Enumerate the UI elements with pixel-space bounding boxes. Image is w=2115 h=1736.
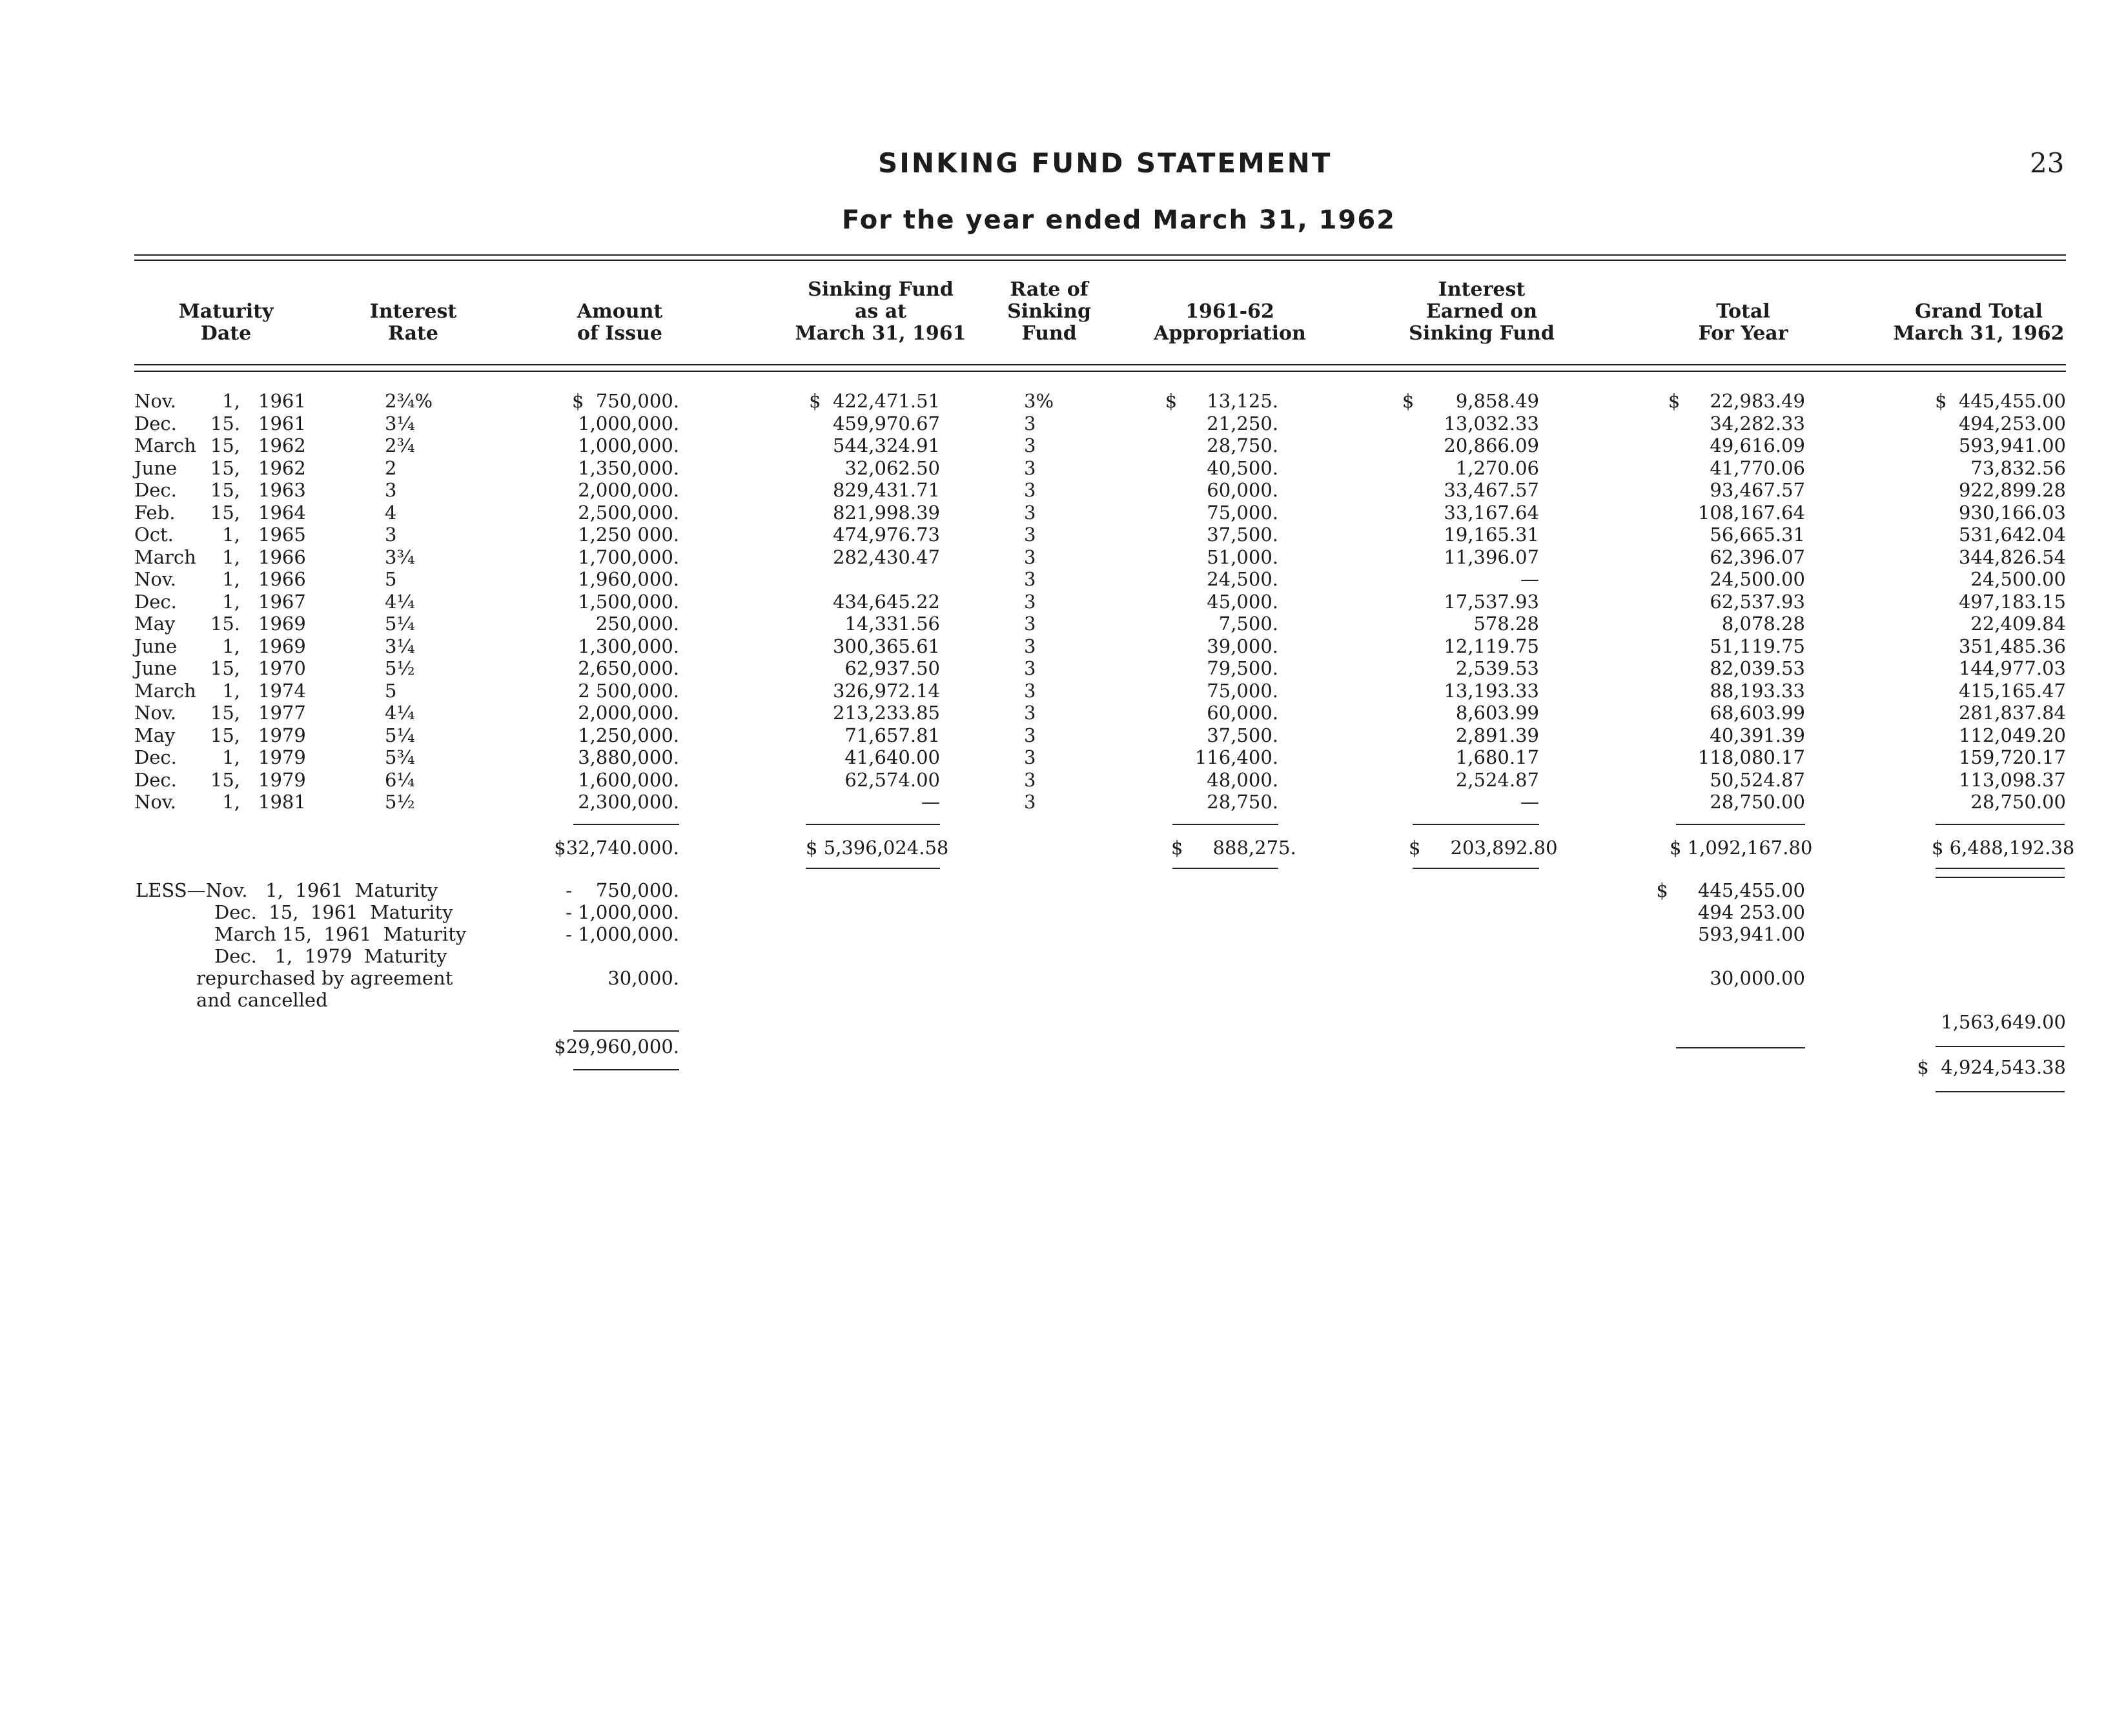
row-fund: —: [921, 791, 940, 813]
row-appropriation: 60,000.: [1207, 479, 1278, 501]
header-rule: [134, 364, 2066, 365]
row-interest: 33,167.64: [1444, 501, 1539, 524]
row-amount: 1,250 000.: [578, 524, 679, 546]
row-grand: 497,183.15: [1958, 590, 2066, 613]
row-amount: 1,960,000.: [578, 568, 679, 590]
header-interest-rate: Interest Rate: [369, 300, 457, 345]
row-month: Dec.: [134, 768, 177, 791]
row-interest: 2,539.53: [1455, 657, 1539, 679]
row-total: 28,750.00: [1710, 791, 1805, 813]
total-grand: $ 6,488,192.38: [1932, 837, 2075, 859]
row-total: 50,524.87: [1710, 768, 1805, 791]
row-interest: 2,524.87: [1455, 768, 1539, 791]
row-sf-rate: 3: [1024, 746, 1036, 768]
row-grand: 159,720.17: [1958, 746, 2066, 768]
less-line-1: Dec. 15, 1961 Maturity: [214, 901, 453, 923]
header-grand-total: Grand Total March 31, 1962: [1893, 300, 2065, 345]
row-amount: 3,880,000.: [578, 746, 679, 768]
row-amount: 1,700,000.: [578, 546, 679, 568]
row-sf-rate: 3: [1024, 479, 1036, 501]
row-year: 1977: [258, 702, 306, 724]
row-fund: 300,365.61: [832, 635, 940, 657]
row-appropriation: 28,750.: [1207, 434, 1278, 456]
row-month: May: [134, 613, 176, 635]
row-year: 1979: [258, 768, 306, 791]
row-appropriation: 116,400.: [1194, 746, 1278, 768]
row-day: 15,: [210, 702, 240, 724]
row-fund: 32,062.50: [844, 456, 940, 479]
grand-rule: [1936, 1046, 2065, 1047]
row-sf-rate: 3: [1024, 702, 1036, 724]
row-day: 1,: [222, 590, 240, 613]
row-grand: 73,832.56: [1970, 456, 2066, 479]
row-grand: 22,409.84: [1970, 613, 2066, 635]
row-amount: 2,650,000.: [578, 657, 679, 679]
row-appropriation: 7,500.: [1218, 613, 1278, 635]
row-rate: 5½: [385, 791, 415, 813]
row-total: 56,665.31: [1710, 524, 1805, 546]
row-fund: 62,937.50: [844, 657, 940, 679]
row-fund: 434,645.22: [832, 590, 940, 613]
net-amount-rule: [573, 1069, 679, 1070]
row-day: 15,: [210, 768, 240, 791]
row-fund: 474,976.73: [832, 524, 940, 546]
row-year: 1979: [258, 746, 306, 768]
row-day: 15,: [210, 434, 240, 456]
row-amount: 1,500,000.: [578, 590, 679, 613]
row-rate: 5½: [385, 657, 415, 679]
total-for-year: $ 1,092,167.80: [1670, 837, 1813, 859]
appropriation-underline: [1172, 824, 1278, 825]
row-interest: 8,603.99: [1455, 702, 1539, 724]
row-month: Dec.: [134, 412, 177, 434]
row-rate: 4: [385, 501, 397, 524]
row-interest: 2,891.39: [1455, 724, 1539, 746]
top-rule-2: [134, 260, 2066, 261]
deduction-total: 1,563,649.00: [1941, 1011, 2066, 1033]
row-sf-rate: 3: [1024, 546, 1036, 568]
less-amount-3: - 1,000,000.: [566, 923, 679, 945]
interest-double-underline: [1413, 868, 1539, 869]
less-amount-2: - 1,000,000.: [566, 901, 679, 923]
row-grand: 112,049.20: [1958, 724, 2066, 746]
less-total-2: 494 253.00: [1697, 901, 1805, 923]
row-fund: 326,972.14: [832, 679, 940, 702]
header-total-for-year: Total For Year: [1698, 300, 1788, 345]
row-day: 1,: [222, 390, 240, 412]
row-day: 1,: [222, 679, 240, 702]
row-interest: $ 9,858.49: [1402, 390, 1539, 412]
row-appropriation: $ 13,125.: [1165, 390, 1278, 412]
row-total: 51,119.75: [1710, 635, 1805, 657]
row-sf-rate: 3: [1024, 434, 1036, 456]
row-fund: 544,324.91: [832, 434, 940, 456]
row-fund: 282,430.47: [832, 546, 940, 568]
row-total: 49,616.09: [1710, 434, 1805, 456]
row-year: 1966: [258, 546, 306, 568]
row-total: 88,193.33: [1710, 679, 1805, 702]
row-total: 108,167.64: [1697, 501, 1805, 524]
row-grand: 113,098.37: [1958, 768, 2066, 791]
page-number: 23: [2030, 147, 2065, 179]
row-day: 15,: [210, 479, 240, 501]
row-rate: 5: [385, 679, 397, 702]
row-month: June: [134, 635, 178, 657]
header-amount-of-issue: Amount of Issue: [577, 300, 663, 345]
row-year: 1966: [258, 568, 306, 590]
row-interest: 33,467.57: [1444, 479, 1539, 501]
row-rate: 3: [385, 524, 397, 546]
row-amount: 1,000,000.: [578, 434, 679, 456]
row-amount: 1,250,000.: [578, 724, 679, 746]
row-appropriation: 37,500.: [1207, 724, 1278, 746]
row-grand: 144,977.03: [1958, 657, 2066, 679]
top-rule: [134, 254, 2066, 256]
net-amount: $29,960,000.: [554, 1036, 679, 1057]
row-rate: 4¼: [385, 590, 415, 613]
row-rate: 5¾: [385, 746, 415, 768]
row-amount: 2,500,000.: [578, 501, 679, 524]
row-sf-rate: 3: [1024, 501, 1036, 524]
net-grand: $ 4,924,543.38: [1917, 1056, 2066, 1078]
row-sf-rate: 3: [1024, 791, 1036, 813]
row-total: 8,078.28: [1721, 613, 1805, 635]
row-month: Dec.: [134, 746, 177, 768]
grand-double-underline: [1936, 868, 2065, 869]
page-title: SINKING FUND STATEMENT: [878, 147, 1333, 179]
row-sf-rate: 3: [1024, 412, 1036, 434]
row-month: March: [134, 434, 196, 456]
row-interest: 12,119.75: [1444, 635, 1539, 657]
less-grand-top-rule: [1936, 877, 2065, 878]
row-day: 15.: [210, 412, 240, 434]
row-amount: 2 500,000.: [578, 679, 679, 702]
row-day: 1,: [222, 746, 240, 768]
row-rate: 5¼: [385, 613, 415, 635]
row-total: 24,500.00: [1710, 568, 1805, 590]
row-sf-rate: 3: [1024, 635, 1036, 657]
row-appropriation: 75,000.: [1207, 501, 1278, 524]
row-amount: 250,000.: [595, 613, 679, 635]
total-appropriation: $ 888,275.: [1171, 837, 1296, 859]
total-amount: $32,740.000.: [554, 837, 679, 859]
row-day: 15,: [210, 456, 240, 479]
row-grand: 281,837.84: [1958, 702, 2066, 724]
row-interest: 13,032.33: [1444, 412, 1539, 434]
row-interest: —: [1520, 568, 1539, 590]
row-sf-rate: 3: [1024, 456, 1036, 479]
row-day: 1,: [222, 635, 240, 657]
row-month: June: [134, 456, 178, 479]
row-day: 1,: [222, 791, 240, 813]
row-rate: 3¼: [385, 412, 415, 434]
row-interest: —: [1520, 791, 1539, 813]
row-grand: 28,750.00: [1970, 791, 2066, 813]
row-amount: 1,600,000.: [578, 768, 679, 791]
row-total: $ 22,983.49: [1668, 390, 1805, 412]
row-rate: 5¼: [385, 724, 415, 746]
row-appropriation: 28,750.: [1207, 791, 1278, 813]
row-sf-rate: 3%: [1024, 390, 1054, 412]
row-grand: 531,642.04: [1958, 524, 2066, 546]
row-grand: 593,941.00: [1958, 434, 2066, 456]
row-appropriation: 37,500.: [1207, 524, 1278, 546]
row-year: 1974: [258, 679, 306, 702]
row-fund: 821,998.39: [832, 501, 940, 524]
row-appropriation: 21,250.: [1207, 412, 1278, 434]
appropriation-double-underline: [1172, 868, 1278, 869]
row-total: 40,391.39: [1710, 724, 1805, 746]
row-month: Nov.: [134, 390, 176, 412]
row-rate: 2¾: [385, 434, 415, 456]
header-maturity-date: Maturity Date: [178, 300, 274, 345]
row-day: 15.: [210, 613, 240, 635]
less-amount-1: - 750,000.: [566, 879, 679, 901]
row-appropriation: 79,500.: [1207, 657, 1278, 679]
row-month: Feb.: [134, 501, 176, 524]
row-day: 15,: [210, 501, 240, 524]
row-year: 1963: [258, 479, 306, 501]
total-underline: [1676, 824, 1805, 825]
header-sinking-fund: Sinking Fund as at March 31, 1961: [795, 278, 966, 345]
row-month: Nov.: [134, 568, 176, 590]
row-month: Dec.: [134, 479, 177, 501]
header-appropriation: 1961-62 Appropriation: [1154, 300, 1306, 345]
row-month: June: [134, 657, 178, 679]
page-subtitle: For the year ended March 31, 1962: [842, 205, 1396, 235]
row-total: 82,039.53: [1710, 657, 1805, 679]
row-year: 1967: [258, 590, 306, 613]
row-amount: 1,000,000.: [578, 412, 679, 434]
row-year: 1969: [258, 613, 306, 635]
less-total-3: 593,941.00: [1697, 923, 1805, 945]
row-rate: 2: [385, 456, 397, 479]
row-sf-rate: 3: [1024, 724, 1036, 746]
row-sf-rate: 3: [1024, 590, 1036, 613]
less-total-1: $ 445,455.00: [1656, 879, 1805, 901]
row-sf-rate: 3: [1024, 768, 1036, 791]
row-interest: 1,270.06: [1455, 456, 1539, 479]
row-total: 68,603.99: [1710, 702, 1805, 724]
row-year: 1961: [258, 412, 306, 434]
row-amount: 1,350,000.: [578, 456, 679, 479]
less-label: LESS—Nov. 1, 1961 Maturity: [136, 879, 438, 901]
row-grand: 351,485.36: [1958, 635, 2066, 657]
row-grand: 930,166.03: [1958, 501, 2066, 524]
interest-underline: [1413, 824, 1539, 825]
row-grand: 24,500.00: [1970, 568, 2066, 590]
total-fund: $ 5,396,024.58: [806, 837, 949, 859]
row-sf-rate: 3: [1024, 657, 1036, 679]
row-year: 1962: [258, 434, 306, 456]
row-appropriation: 75,000.: [1207, 679, 1278, 702]
row-fund: 459,970.67: [832, 412, 940, 434]
row-rate: 3¾: [385, 546, 415, 568]
row-total: 34,282.33: [1710, 412, 1805, 434]
row-day: 15,: [210, 657, 240, 679]
row-fund: 41,640.00: [844, 746, 940, 768]
row-grand: $ 445,455.00: [1935, 390, 2066, 412]
less-amount-rule: [573, 1030, 679, 1032]
row-interest: 17,537.93: [1444, 590, 1539, 613]
row-appropriation: 39,000.: [1207, 635, 1278, 657]
row-appropriation: 45,000.: [1207, 590, 1278, 613]
row-day: 1,: [222, 568, 240, 590]
row-amount: $ 750,000.: [571, 390, 679, 412]
fund-double-underline: [806, 868, 940, 869]
row-year: 1979: [258, 724, 306, 746]
row-fund: 829,431.71: [832, 479, 940, 501]
row-total: 62,396.07: [1710, 546, 1805, 568]
less-line-3: Dec. 1, 1979 Maturity: [214, 945, 447, 967]
total-interest: $ 203,892.80: [1409, 837, 1558, 859]
row-fund: 62,574.00: [844, 768, 940, 791]
row-sf-rate: 3: [1024, 613, 1036, 635]
row-sf-rate: 3: [1024, 524, 1036, 546]
less-line-2: March 15, 1961 Maturity: [214, 923, 467, 945]
row-month: March: [134, 679, 196, 702]
row-rate: 3¼: [385, 635, 415, 657]
row-day: 15,: [210, 724, 240, 746]
row-month: Oct.: [134, 524, 174, 546]
row-amount: 2,300,000.: [578, 791, 679, 813]
row-month: Dec.: [134, 590, 177, 613]
row-day: 1,: [222, 524, 240, 546]
less-line-4: repurchased by agreement: [196, 967, 453, 989]
row-year: 1964: [258, 501, 306, 524]
row-rate: 4¼: [385, 702, 415, 724]
row-total: 93,467.57: [1710, 479, 1805, 501]
row-month: Nov.: [134, 702, 176, 724]
less-line-5: and cancelled: [196, 989, 328, 1011]
row-rate: 6¼: [385, 768, 415, 791]
row-month: May: [134, 724, 176, 746]
row-year: 1970: [258, 657, 306, 679]
row-amount: 2,000,000.: [578, 479, 679, 501]
row-appropriation: 40,500.: [1207, 456, 1278, 479]
row-fund: 14,331.56: [844, 613, 940, 635]
row-fund: $ 422,471.51: [809, 390, 940, 412]
row-day: 1,: [222, 546, 240, 568]
row-interest: 19,165.31: [1444, 524, 1539, 546]
row-rate: 3: [385, 479, 397, 501]
row-year: 1961: [258, 390, 306, 412]
row-grand: 922,899.28: [1958, 479, 2066, 501]
row-grand: 415,165.47: [1958, 679, 2066, 702]
row-total: 118,080.17: [1697, 746, 1805, 768]
grand-underline: [1936, 824, 2065, 825]
row-sf-rate: 3: [1024, 679, 1036, 702]
row-total: 41,770.06: [1710, 456, 1805, 479]
row-year: 1965: [258, 524, 306, 546]
row-amount: 1,300,000.: [578, 635, 679, 657]
row-month: March: [134, 546, 196, 568]
row-appropriation: 24,500.: [1207, 568, 1278, 590]
row-interest: 1,680.17: [1455, 746, 1539, 768]
row-interest: 20,866.09: [1444, 434, 1539, 456]
row-year: 1969: [258, 635, 306, 657]
row-fund: 213,233.85: [832, 702, 940, 724]
amount-underline: [573, 824, 679, 825]
row-interest: 11,396.07: [1444, 546, 1539, 568]
row-year: 1981: [258, 791, 306, 813]
row-grand: 494,253.00: [1958, 412, 2066, 434]
row-year: 1962: [258, 456, 306, 479]
header-rule-2: [134, 371, 2066, 372]
row-interest: 578.28: [1473, 613, 1539, 635]
row-appropriation: 48,000.: [1207, 768, 1278, 791]
row-interest: 13,193.33: [1444, 679, 1539, 702]
row-sf-rate: 3: [1024, 568, 1036, 590]
row-rate: 5: [385, 568, 397, 590]
fund-underline: [806, 824, 940, 825]
row-amount: 2,000,000.: [578, 702, 679, 724]
net-grand-rule: [1936, 1091, 2065, 1092]
row-month: Nov.: [134, 791, 176, 813]
less-total-4: 30,000.00: [1710, 967, 1805, 989]
row-appropriation: 60,000.: [1207, 702, 1278, 724]
row-fund: 71,657.81: [844, 724, 940, 746]
total-for-year-rule: [1676, 1047, 1805, 1048]
less-amount-4: 30,000.: [608, 967, 679, 989]
row-grand: 344,826.54: [1958, 546, 2066, 568]
row-rate: 2¾%: [385, 390, 433, 412]
row-appropriation: 51,000.: [1207, 546, 1278, 568]
header-interest-earned: Interest Earned on Sinking Fund: [1409, 278, 1555, 345]
header-rate-of-sinking-fund: Rate of Sinking Fund: [1007, 278, 1091, 345]
row-total: 62,537.93: [1710, 590, 1805, 613]
